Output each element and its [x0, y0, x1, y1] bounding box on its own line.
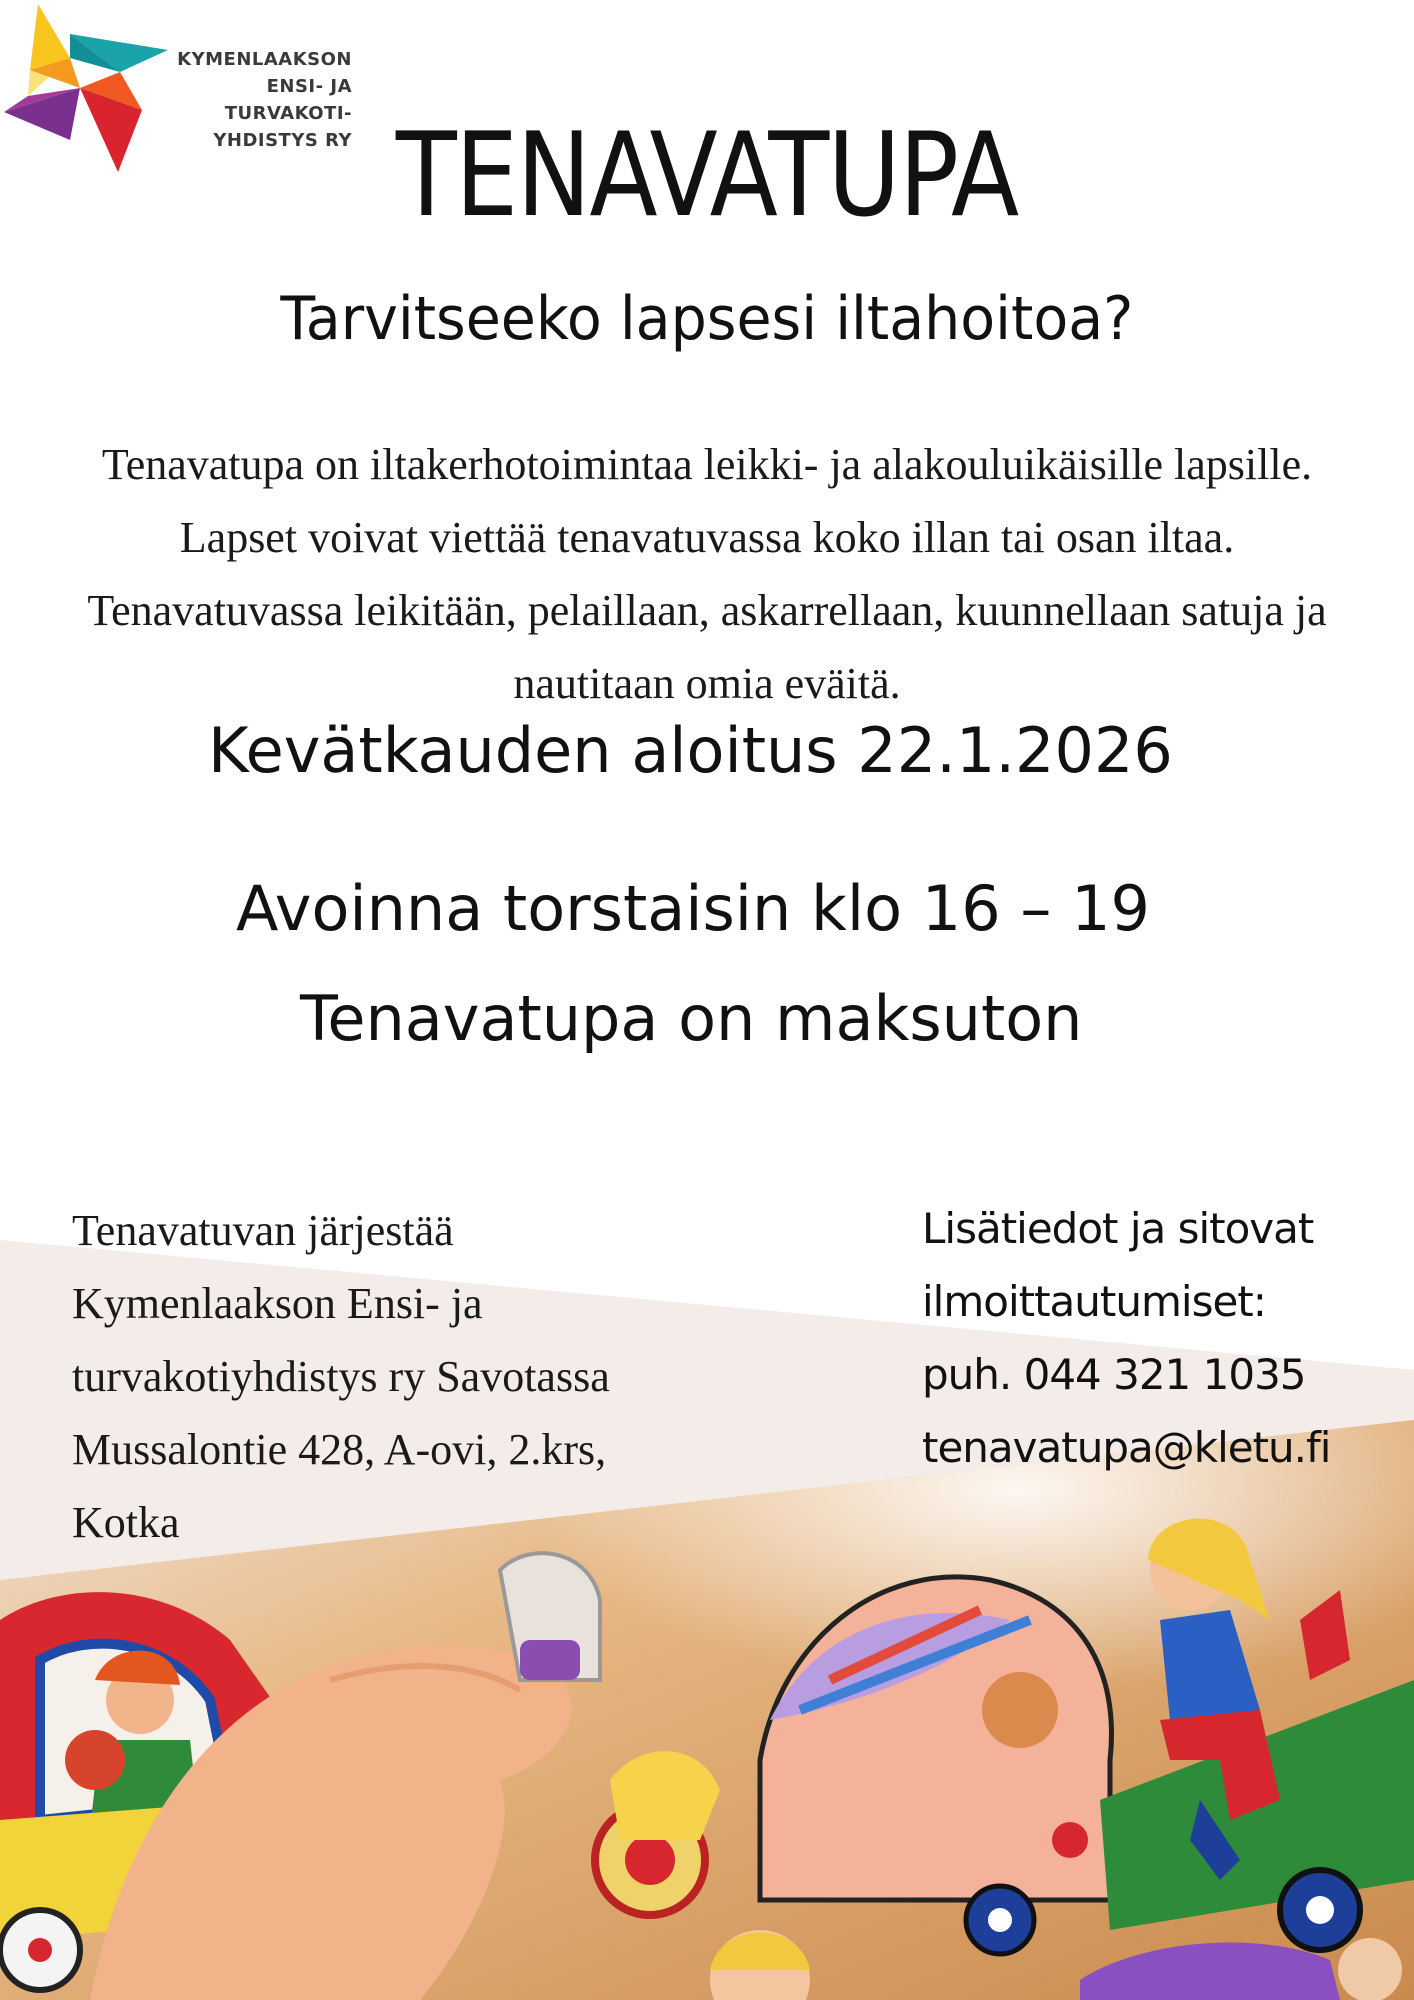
- page-title: TENAVATUPA: [395, 108, 1018, 243]
- logo-line: YHDISTYS RY: [213, 130, 352, 151]
- organizer-line: Kotka: [72, 1498, 180, 1547]
- organizer-line: Kymenlaakson Ensi- ja: [72, 1279, 483, 1328]
- price-note: Tenavatupa on maksuton: [300, 982, 1083, 1055]
- contact-phone: puh. 044 321 1035: [922, 1350, 1306, 1399]
- intro-paragraph: Tenavatupa on iltakerhotoimintaa leikki- ja alakouluikäisille lapsille. Lapset voivat viettää tenavatuvassa koko illan tai osan iltaa. Tenavatuvassa leikitään, pelaillaan, askarrellaan, kuunnellaan satuja ja nautitaan omia eväitä.: [87, 440, 1327, 708]
- logo-line: ENSI- JA TURVAKOTI-: [224, 76, 352, 124]
- organizer-line: Mussalontie 428, A-ovi, 2.krs,: [72, 1425, 607, 1474]
- contact-line: ilmoittautumiset:: [922, 1277, 1266, 1326]
- season-start: Kevätkauden aloitus 22.1.2026: [208, 714, 1173, 787]
- contact-line: Lisätiedot ja sitovat: [922, 1204, 1314, 1253]
- contact-email: tenavatupa@kletu.fi: [922, 1423, 1331, 1472]
- subtitle: Tarvitseeko lapsesi iltahoitoa?: [280, 284, 1134, 354]
- logo-line: KYMENLAAKSON: [177, 49, 352, 70]
- opening-hours: Avoinna torstaisin klo 16 – 19: [236, 872, 1150, 945]
- contact-info: [922, 1192, 1402, 1484]
- organizer-info: [72, 1194, 732, 1559]
- organizer-line: turvakotiyhdistys ry Savotassa: [72, 1352, 610, 1401]
- organizer-line: Tenavatuvan järjestää: [72, 1206, 454, 1255]
